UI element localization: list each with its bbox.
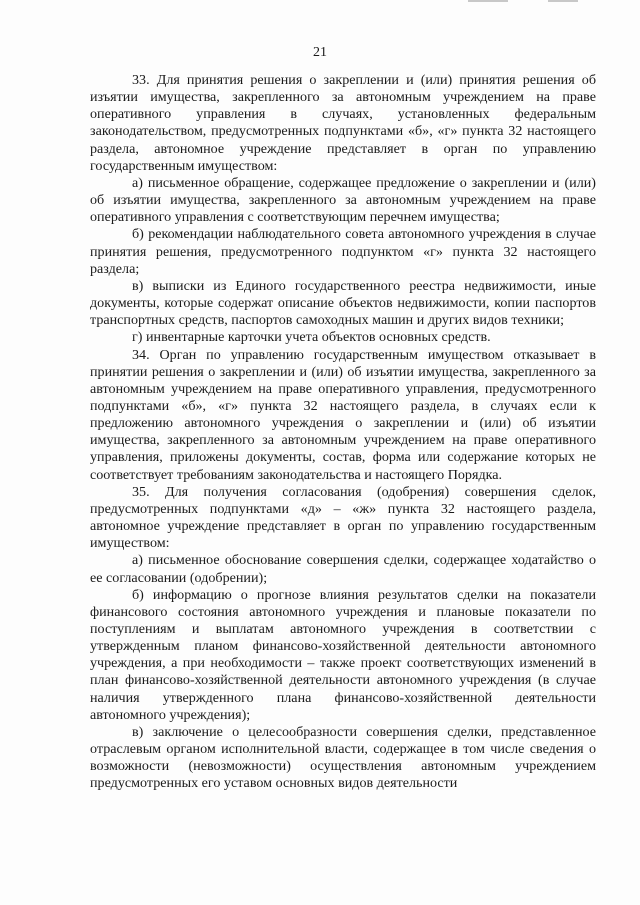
paragraph-35: 35. Для получения согласования (одобрения) совершения сделок, предусмотренных подпунктами «д» – «ж» пункта 32 настоящего раздела, автономное учреждение представляет в орган по управлению государственным имуществом: <box>90 483 596 552</box>
paragraph-35-b: б) информацию о прогнозе влияния результатов сделки на показатели финансового состояния автономного учреждения и плановые показатели по поступлениям и выплатам автономного учреждения в соответствии с утвержденным планом финансово-хозяйственной деятельности автономного учреждения, а при необходимости – также проект соответствующих изменений в план финансово-хозяйственной деятельности автономного учреждения (в случае наличия утвержденного плана финансово-хозяйственной деятельности автономного учреждения); <box>90 586 596 723</box>
paragraph-33-v: в) выписки из Единого государственного реестра недвижимости, иные документы, которые содержат описание объектов недвижимости, копии паспортов транспортных средств, паспортов самоходных машин и других видов техники; <box>90 277 596 329</box>
paragraph-35-v: в) заключение о целесообразности совершения сделки, представленное отраслевым органом исполнительной власти, содержащее в том числе сведения о возможности (невозможности) осуществления автономным учреждением предусмотренных его уставом основных видов деятельности <box>90 723 596 792</box>
paragraph-33-g: г) инвентарные карточки учета объектов основных средств. <box>132 329 491 346</box>
page-number: 21 <box>313 45 327 60</box>
paragraph-35-a: а) письменное обоснование совершения сделки, содержащее ходатайство о ее согласовании (одобрении); <box>90 552 596 586</box>
paragraph-33-b: б) рекомендации наблюдательного совета автономного учреждения в случае принятия решения, предусмотренного подпунктом «г» пункта 32 настоящего раздела; <box>90 226 596 277</box>
paragraph-33-a: а) письменное обращение, содержащее предложение о закреплении и (или) об изъятии имущества, закрепленного за автономным учреждением на праве оперативного управления с соответствующим перечнем имущества; <box>90 174 596 226</box>
paragraph-33: 33. Для принятия решения о закреплении и (или) принятия решения об изъятии имущества, закрепленного за автономным учреждением на праве оперативного управления в случаях, установленных федеральным законодательством, предусмотренных подпунктами «б», «г» пункта 32 настоящего раздела, автономное учреждение представляет в орган по управлению государственным имуществом: <box>90 72 596 174</box>
document-body <box>90 72 596 793</box>
scan-artifact <box>468 0 508 2</box>
scan-artifact <box>548 0 578 2</box>
paragraph-34: 34. Орган по управлению государственным имуществом отказывает в принятии решения о закреплении и (или) об изъятии имущества, закрепленного за автономным учреждением на праве оперативного управления, предусмотренного подпунктами «б», «г» пункта 32 настоящего раздела, в случаях если к предложению автономного учреждения о закреплении и (или) об изъятии имущества, закрепленного за автономным учреждением на праве оперативного управления, приложены документы, состав, форма или содержание которых не соответствует требованиям законодательства и настоящего Порядка. <box>90 346 596 483</box>
